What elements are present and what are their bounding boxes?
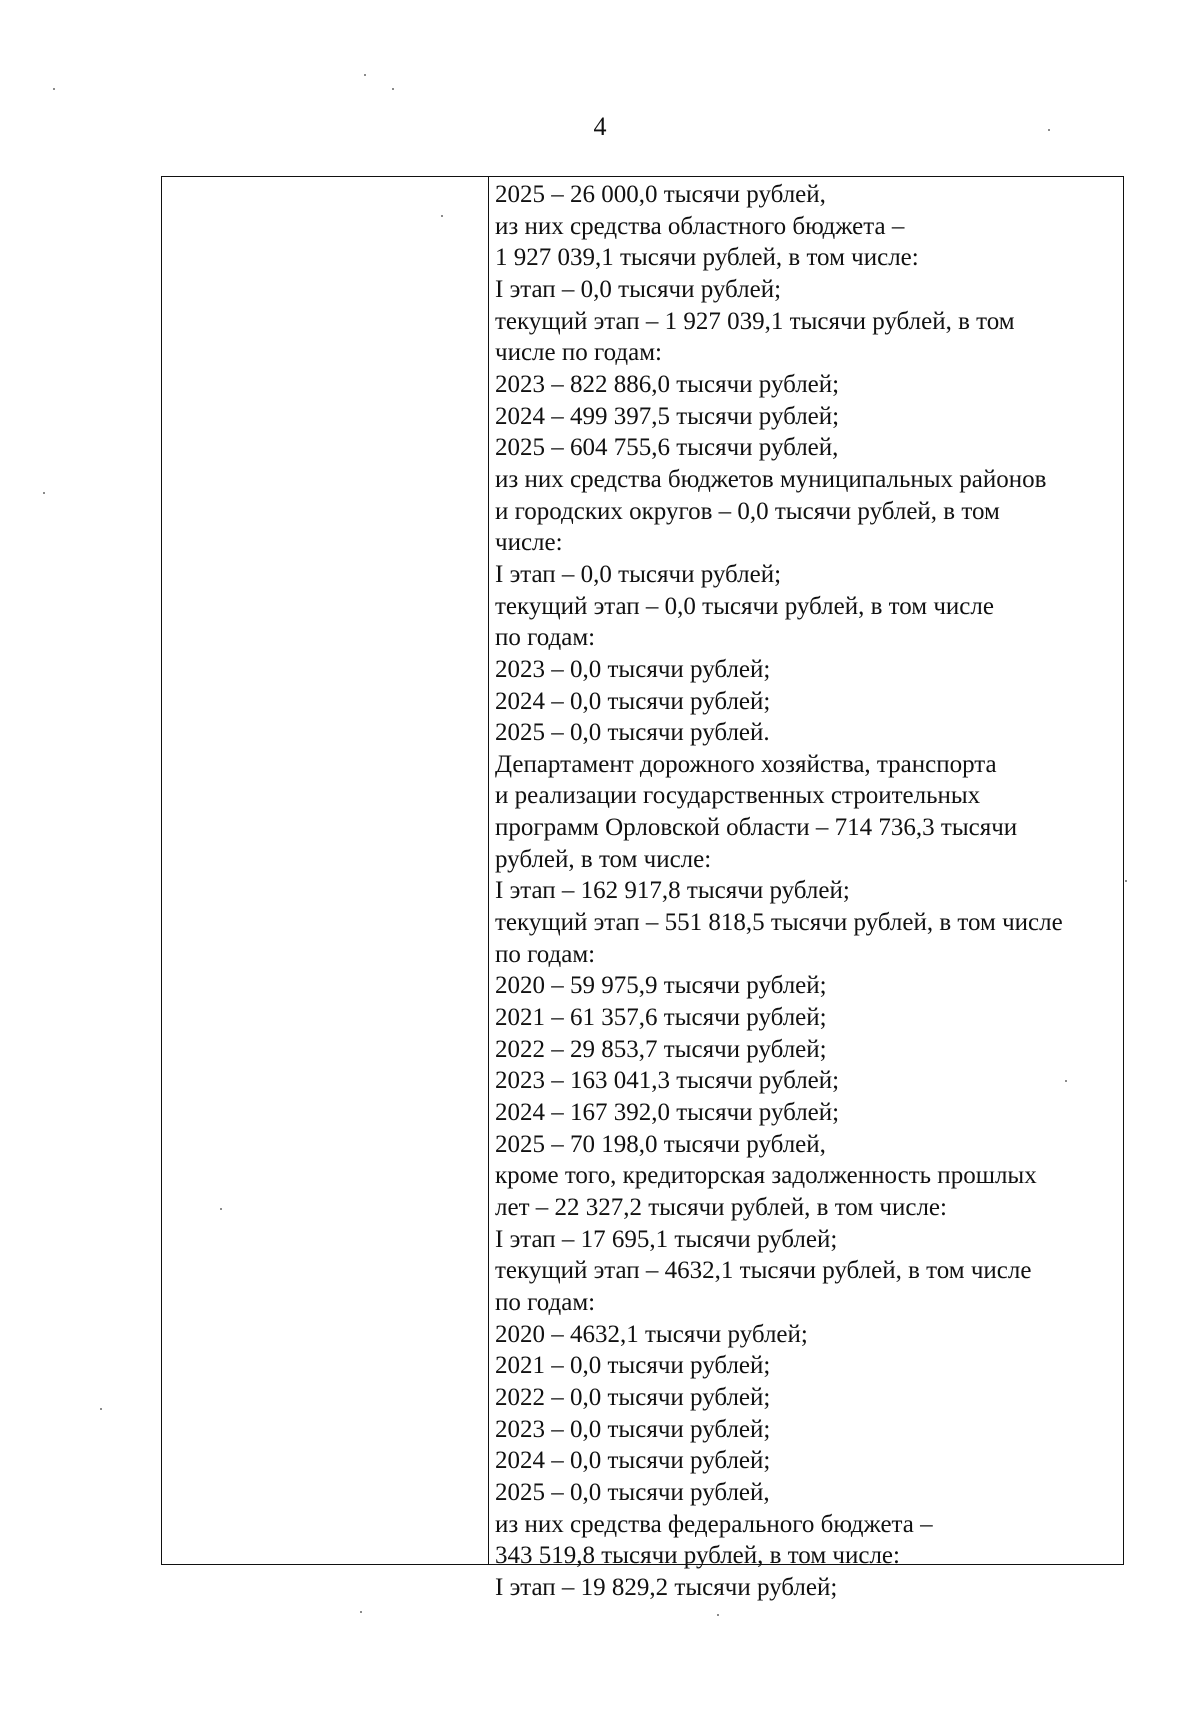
table-text-line: и реализации государственных строительных [495,782,981,810]
table-text-line: из них средства бюджетов муниципальных районов [495,465,1047,493]
table-text-line: I этап – 0,0 тысячи рублей; [495,275,782,303]
scan-speck [364,74,366,76]
table-text-line: 2025 – 26 000,0 тысячи рублей, [495,181,826,208]
table-text-line: лет – 22 327,2 тысячи рублей, в том числе: [495,1194,947,1221]
table-text-line: I этап – 19 829,2 тысячи рублей; [495,1573,838,1601]
table-text-line: и городских округов – 0,0 тысячи рублей, в том [495,497,1000,525]
table-text-line: 2023 – 822 886,0 тысячи рублей; [495,370,840,398]
table-text-line: текущий этап – 1 927 039,1 тысячи рублей, в том [495,307,1015,335]
table-left-cell [162,177,489,1564]
table-text-line: текущий этап – 4632,1 тысячи рублей, в том числе [495,1257,1032,1285]
scan-speck [1065,1080,1067,1082]
table-text-line: текущий этап – 0,0 тысячи рублей, в том числе [495,592,994,620]
table-text-line: по годам: [495,624,596,652]
table-text-line: из них средства областного бюджета – [495,212,905,240]
table-text-line: 2025 – 604 755,6 тысячи рублей, [495,434,839,462]
scan-speck [53,88,55,90]
table-text-line: 2022 – 29 853,7 тысячи рублей; [495,1035,827,1063]
scan-speck [441,215,443,217]
table-text-line: 2024 – 0,0 тысячи рублей; [495,687,771,715]
scan-speck [100,1408,102,1410]
table-text-line: 2025 – 0,0 тысячи рублей. [495,719,770,747]
table-text-line: Департамент дорожного хозяйства, транспорта [495,750,997,778]
table-text-line: рублей, в том числе: [495,845,712,873]
table-text-line: 1 927 039,1 тысячи рублей, в том числе: [495,244,919,272]
table-text-line: кроме того, кредиторская задолженность прошлых [495,1162,1037,1190]
table-text-line: программ Орловской области – 714 736,3 тысячи [495,814,1018,842]
table-text-line: числе: [495,529,563,557]
scan-speck [1048,129,1050,131]
table-text-line: I этап – 0,0 тысячи рублей; [495,560,782,588]
scan-speck [717,1614,719,1616]
scan-speck [43,492,45,494]
table-text-line: 2024 – 0,0 тысячи рублей; [495,1447,771,1475]
scan-speck [220,1208,222,1210]
scan-speck [1125,880,1127,882]
page-number: 4 [593,112,607,141]
table-text-line: 2021 – 0,0 тысячи рублей; [495,1352,771,1380]
table-text-line: 2020 – 4632,1 тысячи рублей; [495,1320,808,1348]
table-text-line: 343 519,8 тысячи рублей, в том числе: [495,1542,900,1570]
table-text-line: 2025 – 0,0 тысячи рублей, [495,1478,770,1506]
table-text-line: по годам: [495,940,596,968]
table-text-line: 2022 – 0,0 тысячи рублей; [495,1383,771,1411]
table-text-line: 2020 – 59 975,9 тысячи рублей; [495,972,827,1000]
table-text-line: по годам: [495,1288,596,1316]
scan-speck [392,88,394,90]
table-text-line: I этап – 17 695,1 тысячи рублей; [495,1225,838,1253]
table-text-line: 2023 – 163 041,3 тысячи рублей; [495,1067,840,1095]
table-text-line: 2021 – 61 357,6 тысячи рублей; [495,1004,827,1032]
table-text-line: I этап – 162 917,8 тысячи рублей; [495,877,850,905]
table-text-line: числе по годам: [495,339,662,367]
scan-speck [360,1611,362,1613]
table-text-line: из них средства федерального бюджета – [495,1510,933,1538]
table-text-line: 2024 – 167 392,0 тысячи рублей; [495,1099,840,1127]
table-text-line: текущий этап – 551 818,5 тысячи рублей, в том числе [495,909,1063,937]
table-text-line: 2024 – 499 397,5 тысячи рублей; [495,402,840,430]
table-right-cell [492,177,1123,1601]
table-text-line: 2025 – 70 198,0 тысячи рублей, [495,1130,826,1158]
table-text-line: 2023 – 0,0 тысячи рублей; [495,655,771,683]
table-text-line: 2023 – 0,0 тысячи рублей; [495,1415,771,1443]
funding-table [161,176,1124,1601]
